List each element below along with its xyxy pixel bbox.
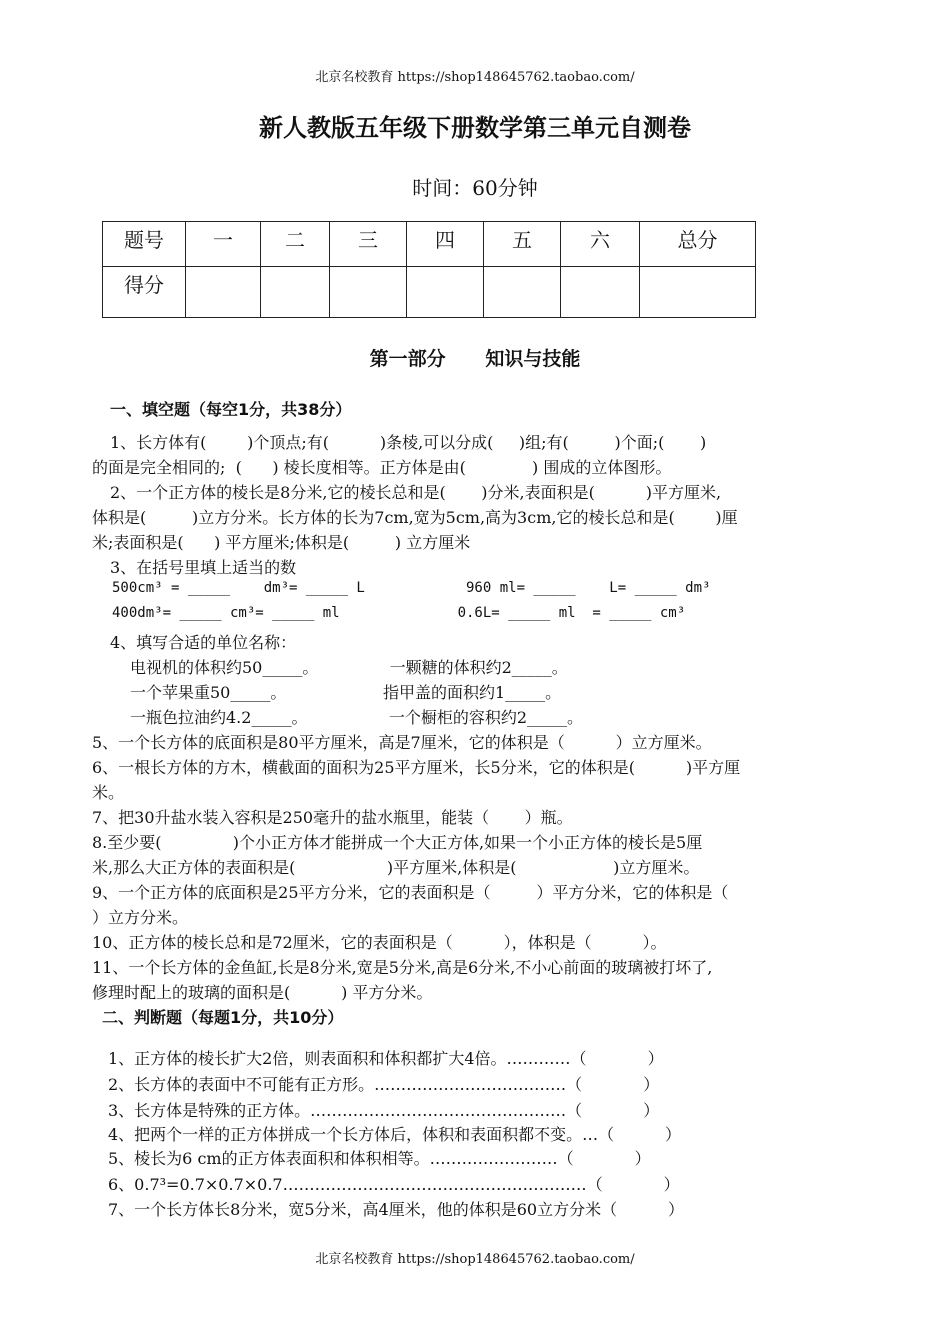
question-line: 7、把30升盐水装入容积是250毫升的盐水瓶里，能装（ ）瓶。: [92, 808, 573, 827]
part-title: 第一部分 知识与技能: [369, 348, 581, 370]
judge-line: 6、0.7³=0.7×0.7×0.7…………………………………………………（ ）: [108, 1175, 680, 1194]
score-cell[interactable]: [561, 267, 640, 318]
judge-line: 1、正方体的棱长扩大2倍，则表面积和体积都扩大4倍。…………（ ）: [108, 1049, 664, 1068]
question-line: 9、一个正方体的底面积是25平方分米，它的表面积是（ ）平方分米，它的体积是（: [92, 883, 729, 902]
question-line: 米。: [92, 783, 125, 802]
question-line: 6、一根长方体的方木，横截面的面积为25平方厘米，长5分米，它的体积是( )平方厘: [92, 758, 741, 777]
score-cell[interactable]: [484, 267, 561, 318]
question-line: 一个苹果重50_____。 指甲盖的面积约1_____。: [130, 683, 562, 702]
question-line: 10、正方体的棱长总和是72厘米，它的表面积是（ ），体积是（ ）。: [92, 933, 667, 952]
score-table-header-cell: 题号: [103, 222, 186, 267]
question-line: 3、在括号里填上适当的数: [110, 558, 297, 577]
score-table-header-cell: 三: [330, 222, 407, 267]
judge-line: 4、把两个一样的正方体拼成一个长方体后，体积和表面积都不变。…（ ）: [108, 1125, 682, 1144]
page-footer: 北京名校教育 https://shop148645762.taobao.com/: [315, 1252, 635, 1267]
question-line: ）立方分米。: [92, 908, 189, 927]
judge-line: 7、一个长方体长8分米，宽5分米，高4厘米，他的体积是60立方分米（ ）: [108, 1200, 684, 1219]
question-line: 的面是完全相同的; ( ) 棱长度相等。正方体是由( ) 围成的立体图形。: [92, 458, 672, 477]
question-line: 500cm³ = _____ dm³= _____ L 960 ml= _____ L= _____ dm³: [112, 580, 711, 596]
question-line: 体积是( )立方分米。长方体的长为7cm,宽为5cm,高为3cm,它的棱长总和是( )厘: [92, 508, 738, 527]
question-line: 4、填写合适的单位名称：: [110, 633, 297, 652]
score-row-label: 得分: [103, 267, 186, 318]
question-line: 11、一个长方体的金鱼缸,长是8分米,宽是5分米,高是6分米,不小心前面的玻璃被打坏了,: [92, 958, 713, 977]
question-line: 8.至少要( )个小正方体才能拼成一个大正方体,如果一个小正方体的棱长是5厘: [92, 833, 703, 852]
score-table-header-cell: 六: [561, 222, 640, 267]
section2-heading: 二、判断题（每题1分，共10分）: [102, 1008, 344, 1027]
question-line: 米,那么大正方体的表面积是( )平方厘米,体积是( )立方厘米。: [92, 858, 700, 877]
score-table-header-cell: 总分: [640, 222, 756, 267]
question-line: 1、长方体有( )个顶点;有( )条棱,可以分成( )组;有( )个面;( ): [110, 433, 707, 452]
page-title: 新人教版五年级下册数学第三单元自测卷: [259, 114, 691, 142]
score-table-header-cell: 一: [186, 222, 261, 267]
question-line: 米;表面积是( ) 平方厘米;体积是( ) 立方厘米: [92, 533, 471, 552]
score-cell[interactable]: [407, 267, 484, 318]
page-header: 北京名校教育 https://shop148645762.taobao.com/: [315, 70, 635, 85]
question-line: 5、一个长方体的底面积是80平方厘米，高是7厘米，它的体积是（ ）立方厘米。: [92, 733, 712, 752]
score-table-header-cell: 四: [407, 222, 484, 267]
judge-line: 5、棱长为6 cm的正方体表面积和体积相等。……………………（ ）: [108, 1149, 651, 1168]
score-table-header-cell: 二: [261, 222, 330, 267]
score-table: [102, 221, 756, 318]
time-limit: 时间：60分钟: [412, 176, 538, 200]
score-cell[interactable]: [261, 267, 330, 318]
question-line: 修理时配上的玻璃的面积是( ) 平方分米。: [92, 983, 433, 1002]
question-line: 2、一个正方体的棱长是8分米,它的棱长总和是( )分米,表面积是( )平方厘米,: [110, 483, 722, 502]
score-table-header-cell: 五: [484, 222, 561, 267]
score-cell[interactable]: [640, 267, 756, 318]
question-line: 电视机的体积约50_____。 一颗糖的体积约2_____。: [130, 658, 568, 677]
question-line: 一瓶色拉油约4.2_____。 一个橱柜的容积约2_____。: [130, 708, 584, 727]
score-cell[interactable]: [330, 267, 407, 318]
question-line: 400dm³= _____ cm³= _____ ml 0.6L= _____ ml = _____ cm³: [112, 605, 686, 621]
judge-line: 3、长方体是特殊的正方体。…………………………………………（ ）: [108, 1101, 660, 1120]
judge-line: 2、长方体的表面中不可能有正方形。………………………………（ ）: [108, 1075, 660, 1094]
section1-heading: 一、填空题（每空1分，共38分）: [110, 400, 352, 419]
score-cell[interactable]: [186, 267, 261, 318]
